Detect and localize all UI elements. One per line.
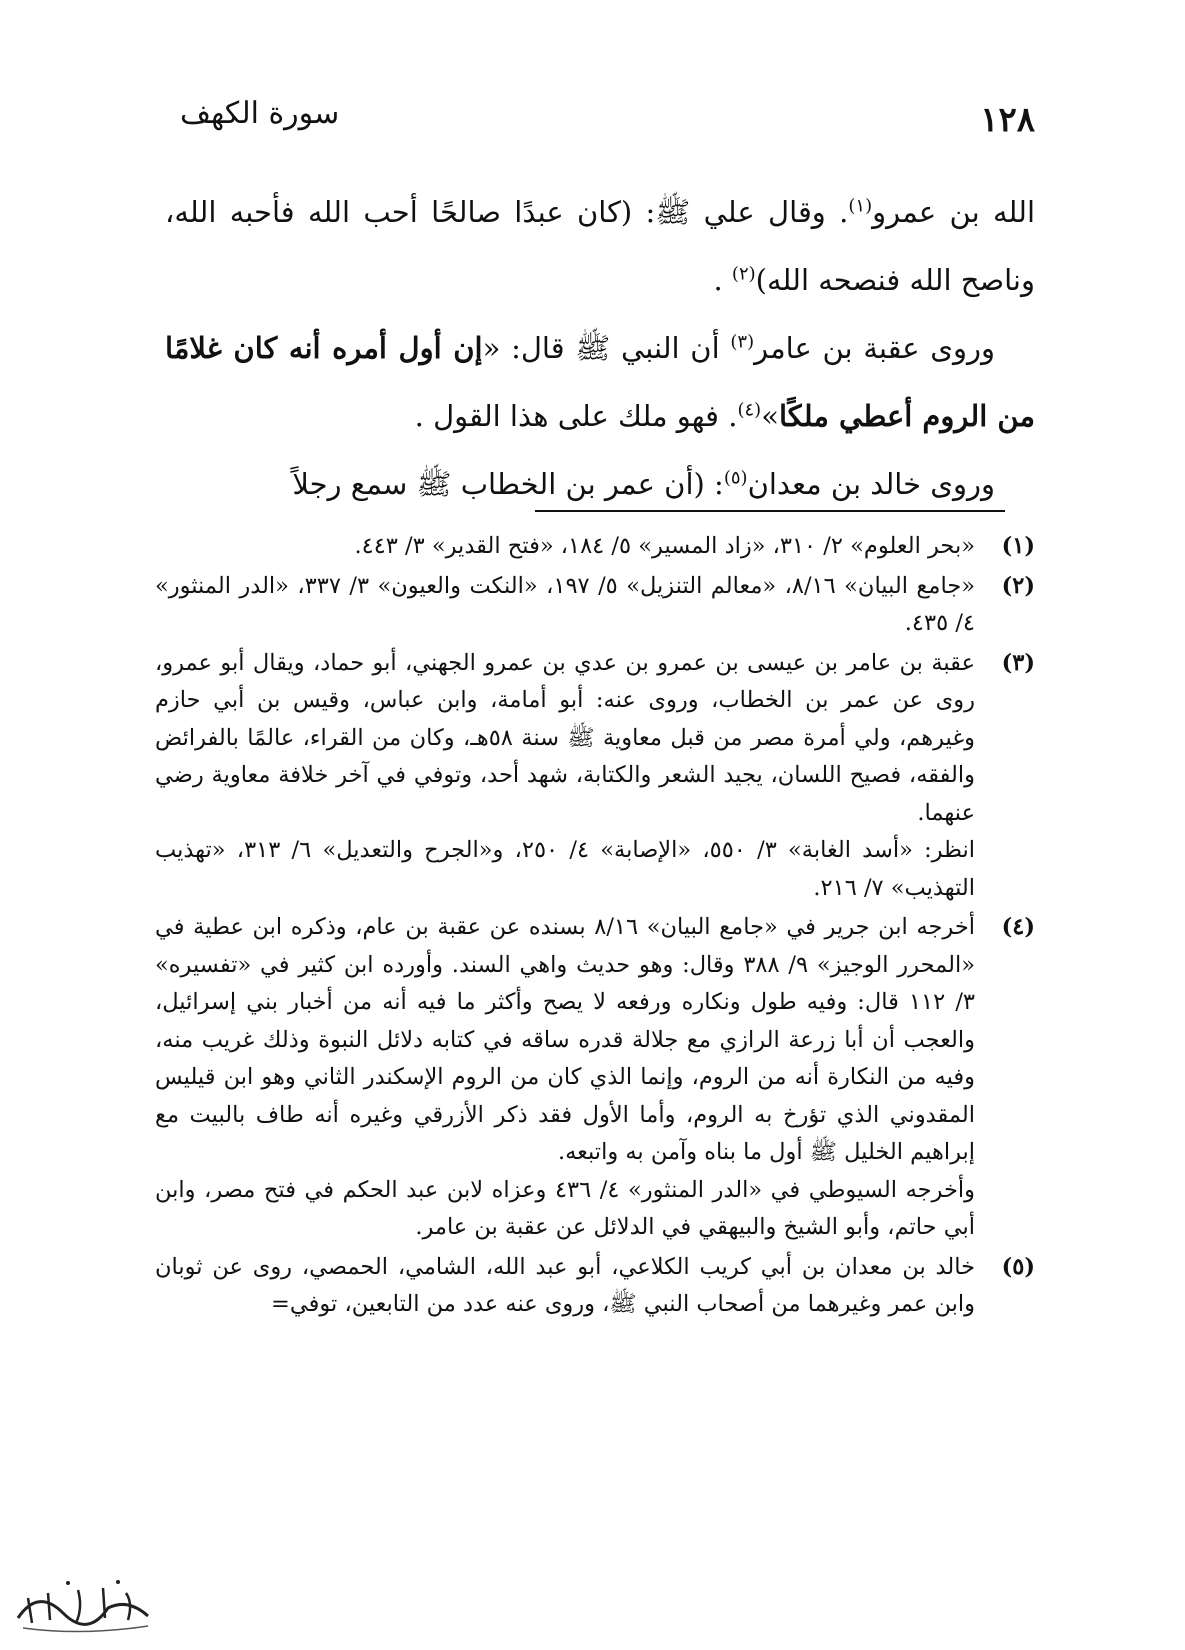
hadith-quote: إن أول أمره أنه كان غلامًا من الروم أعطي ملكًا bbox=[165, 331, 1035, 433]
text-run: أن النبي ﷺ قال: « bbox=[482, 331, 731, 365]
footnote-number: (٣) bbox=[1001, 649, 1035, 676]
footnote-text: «بحر العلوم» ٢/ ٣١٠، «زاد المسير» ٥/ ١٨٤، «فتح القدير» ٣/ ٤٤٣. bbox=[354, 533, 975, 559]
footnote-2 bbox=[155, 568, 1035, 643]
paragraph-3 bbox=[165, 450, 1035, 518]
footnote-ref-1: (١) bbox=[848, 195, 873, 217]
text-run: وروى عقبة بن عامر bbox=[754, 331, 995, 365]
footnote-text: عقبة بن عامر بن عيسى بن عمرو بن عدي بن عمرو الجهني، أبو حماد، ويقال أبو عمرو، روى عن عمر بن الخطاب، وروى عنه: أبو أمامة، وابن عباس، وقيس بن أبي حازم وغيرهم، ولي أمرة مصر من قبل معاوية ﷺ سنة ٥٨هـ، وكان من القراء، عالمًا بالفرائض والفقه، فصيح اللسان، يجيد الشعر والكتابة، شهد أحد، وتوفي في آخر خلافة معاوية رضي عنهما. bbox=[155, 649, 975, 826]
footnote-number: (١) bbox=[1001, 533, 1035, 559]
footnote-text: وأخرجه السيوطي في «الدر المنثور» ٤/ ٤٣٦ وعزاه لابن عبد الحكم في فتح مصر، وابن أبي حاتم، وأبو الشيخ والبيهقي في الدلائل عن عقبة بن عامر. bbox=[155, 1176, 975, 1240]
text-run: . فهو ملك على هذا القول . bbox=[414, 399, 738, 433]
text-run: الله بن عمرو bbox=[872, 195, 1035, 229]
footnote-number: (٤) bbox=[1001, 914, 1035, 940]
text-run: . bbox=[713, 263, 732, 297]
footnote-4 bbox=[155, 909, 1035, 1247]
footnote-5 bbox=[155, 1249, 1035, 1324]
footnote-text: أخرجه ابن جرير في «جامع البيان» ٨/١٦ بسنده عن عقبة بن عام، وذكره ابن عطية في «المحرر الوجيز» ٩/ ٣٨٨ وقال: وهو حديث واهي السند. وأورده ابن كثير في «تفسيره» ٣/ ١١٢ قال: وفيه طول ونكاره ورفعه لا يصح وأكثر ما فيه أنه من أخبار بني إسرائيل، والعجب أن أبا زرعة الرازي مع جلالة قدره ساقه في كتابه دلائل النبوة وذلك غريب منه، وفيه من النكارة أنه من الروم، وإنما الذي كان من الروم الإسكندر الثاني وهو ابن قيليس المقدوني الذي تؤرخ به الروم، وأما الأول فقد ذكر الأزرقي وغيره أنه طاف بالبيت مع إبراهيم الخليل ﷺ أول ما بناه وآمن به واتبعه. bbox=[155, 914, 975, 1165]
footnote-ref-2: (٢) bbox=[731, 263, 756, 285]
text-run: : (أن عمر بن الخطاب ﷺ سمع رجلاً bbox=[292, 467, 724, 501]
page-header bbox=[180, 92, 1035, 142]
footnote-ref-5: (٥) bbox=[723, 467, 748, 489]
footnote-ref-3: (٣) bbox=[730, 331, 755, 353]
page-number: ١٢٨ bbox=[980, 100, 1035, 140]
footnote-3 bbox=[155, 645, 1035, 908]
running-title: سورة الكهف bbox=[180, 96, 340, 131]
footnotes bbox=[155, 528, 1035, 1326]
paragraph-2 bbox=[165, 314, 1035, 450]
footnote-ref-4: (٤) bbox=[737, 399, 762, 421]
footnote-1 bbox=[155, 528, 1035, 566]
footnote-text: «جامع البيان» ٨/١٦، «معالم التنزيل» ٥/ ١٩٧، «النكت والعيون» ٣/ ٣٣٧، «الدر المنثور» ٤/ ٤٣٥. bbox=[155, 572, 975, 636]
paragraph-1 bbox=[165, 178, 1035, 314]
footnote-number: (٢) bbox=[1001, 572, 1035, 599]
footnote-divider bbox=[535, 510, 1005, 512]
text-run: . وقال علي ﷺ: (كان عبدًا صالحًا أحب الله فأحبه الله، وناصح الله فنصحه الله) bbox=[165, 195, 1035, 297]
text-run: » bbox=[761, 399, 779, 433]
footnote-text: خالد بن معدان بن أبي كريب الكلاعي، أبو عبد الله، الشامي، الحمصي، روى عن ثوبان وابن عمر وغيرهما من أصحاب النبي ﷺ، وروى عنه عدد من التابعين، توفي= bbox=[155, 1253, 975, 1317]
main-text bbox=[165, 178, 1035, 518]
publisher-seal-icon bbox=[8, 1568, 158, 1638]
text-run: وروى خالد بن معدان bbox=[747, 467, 995, 501]
footnote-number: (٥) bbox=[1001, 1253, 1035, 1280]
footnote-text: انظر: «أسد الغابة» ٣/ ٥٥٠، «الإصابة» ٤/ ٢٥٠، و«الجرح والتعديل» ٦/ ٣١٣، «تهذيب التهذيب» ٧/ ٢١٦. bbox=[155, 837, 976, 901]
